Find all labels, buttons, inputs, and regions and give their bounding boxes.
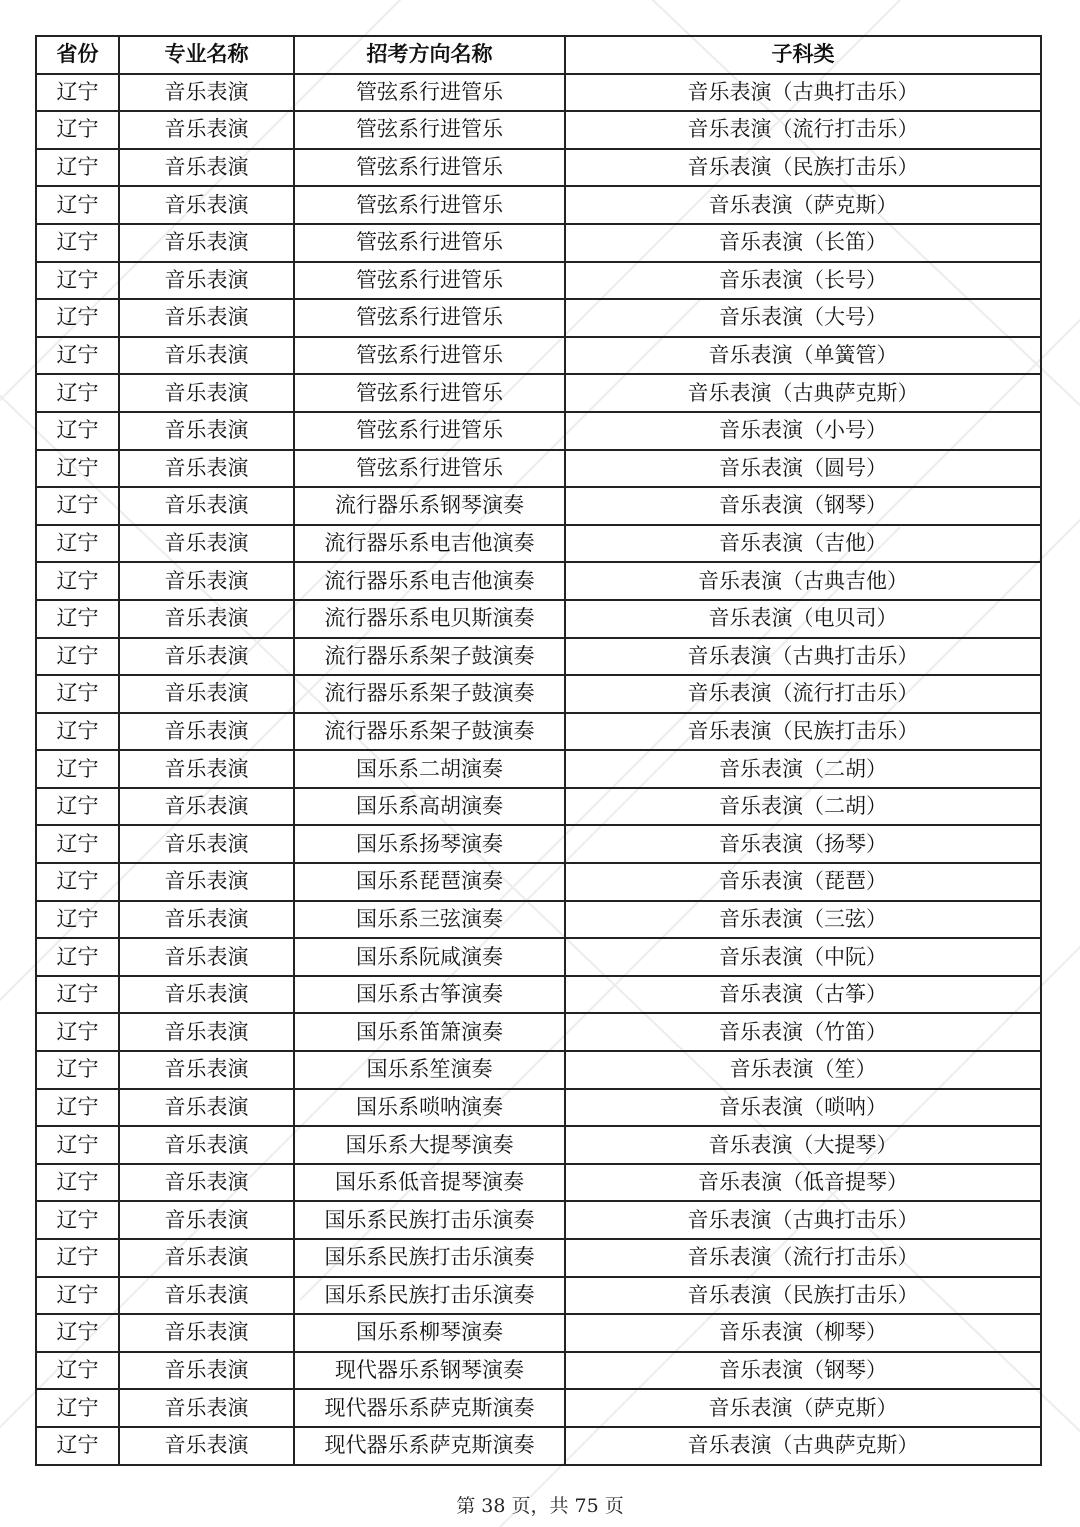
cell-subcategory: 音乐表演（低音提琴） — [565, 1164, 1041, 1202]
cell-province: 辽宁 — [36, 337, 119, 375]
cell-direction: 国乐系唢呐演奏 — [294, 1089, 565, 1127]
cell-major: 音乐表演 — [119, 149, 294, 187]
cell-province: 辽宁 — [36, 262, 119, 300]
cell-major: 音乐表演 — [119, 262, 294, 300]
cell-direction: 国乐系低音提琴演奏 — [294, 1164, 565, 1202]
cell-province: 辽宁 — [36, 1314, 119, 1352]
cell-direction: 国乐系三弦演奏 — [294, 901, 565, 939]
table-row — [36, 224, 1041, 262]
table-row — [36, 1389, 1041, 1427]
cell-subcategory: 音乐表演（萨克斯） — [565, 186, 1041, 224]
cell-subcategory: 音乐表演（柳琴） — [565, 1314, 1041, 1352]
header-province: 省份 — [36, 36, 119, 74]
table-row — [36, 750, 1041, 788]
table-row — [36, 1427, 1041, 1465]
cell-major: 音乐表演 — [119, 1051, 294, 1089]
cell-major: 音乐表演 — [119, 1126, 294, 1164]
header-direction: 招考方向名称 — [294, 36, 565, 74]
cell-subcategory: 音乐表演（古典打击乐） — [565, 1201, 1041, 1239]
table-row — [36, 1013, 1041, 1051]
cell-direction: 管弦系行进管乐 — [294, 412, 565, 450]
cell-subcategory: 音乐表演（古典打击乐） — [565, 638, 1041, 676]
table-row — [36, 901, 1041, 939]
cell-province: 辽宁 — [36, 562, 119, 600]
cell-major: 音乐表演 — [119, 1277, 294, 1315]
cell-direction: 国乐系笛箫演奏 — [294, 1013, 565, 1051]
cell-province: 辽宁 — [36, 487, 119, 525]
header-subcategory: 子科类 — [565, 36, 1041, 74]
cell-direction: 流行器乐系电贝斯演奏 — [294, 600, 565, 638]
cell-major: 音乐表演 — [119, 1427, 294, 1465]
cell-major: 音乐表演 — [119, 1164, 294, 1202]
cell-direction: 国乐系民族打击乐演奏 — [294, 1201, 565, 1239]
cell-province: 辽宁 — [36, 149, 119, 187]
table-row — [36, 186, 1041, 224]
cell-major: 音乐表演 — [119, 224, 294, 262]
cell-direction: 流行器乐系架子鼓演奏 — [294, 713, 565, 751]
cell-major: 音乐表演 — [119, 1352, 294, 1390]
table-row — [36, 487, 1041, 525]
cell-subcategory: 音乐表演（笙） — [565, 1051, 1041, 1089]
cell-province: 辽宁 — [36, 1239, 119, 1277]
table-row — [36, 525, 1041, 563]
cell-province: 辽宁 — [36, 750, 119, 788]
table-row — [36, 600, 1041, 638]
table-row — [36, 1051, 1041, 1089]
cell-subcategory: 音乐表演（小号） — [565, 412, 1041, 450]
cell-major: 音乐表演 — [119, 600, 294, 638]
table-row — [36, 788, 1041, 826]
cell-province: 辽宁 — [36, 788, 119, 826]
table-row — [36, 1352, 1041, 1390]
cell-direction: 国乐系民族打击乐演奏 — [294, 1277, 565, 1315]
table-row — [36, 111, 1041, 149]
cell-direction: 管弦系行进管乐 — [294, 450, 565, 488]
cell-major: 音乐表演 — [119, 1314, 294, 1352]
cell-province: 辽宁 — [36, 863, 119, 901]
cell-major: 音乐表演 — [119, 675, 294, 713]
table-row — [36, 1164, 1041, 1202]
cell-major: 音乐表演 — [119, 1389, 294, 1427]
cell-direction: 现代器乐系钢琴演奏 — [294, 1352, 565, 1390]
cell-subcategory: 音乐表演（钢琴） — [565, 487, 1041, 525]
cell-subcategory: 音乐表演（长笛） — [565, 224, 1041, 262]
cell-major: 音乐表演 — [119, 788, 294, 826]
cell-direction: 国乐系大提琴演奏 — [294, 1126, 565, 1164]
cell-major: 音乐表演 — [119, 1201, 294, 1239]
cell-subcategory: 音乐表演（三弦） — [565, 901, 1041, 939]
table-header-row — [36, 36, 1041, 74]
table-row — [36, 299, 1041, 337]
cell-direction: 国乐系二胡演奏 — [294, 750, 565, 788]
cell-direction: 管弦系行进管乐 — [294, 337, 565, 375]
cell-direction: 流行器乐系架子鼓演奏 — [294, 638, 565, 676]
cell-province: 辽宁 — [36, 1427, 119, 1465]
cell-province: 辽宁 — [36, 1051, 119, 1089]
cell-province: 辽宁 — [36, 976, 119, 1014]
table-row — [36, 149, 1041, 187]
cell-subcategory: 音乐表演（钢琴） — [565, 1352, 1041, 1390]
table-row — [36, 450, 1041, 488]
cell-province: 辽宁 — [36, 938, 119, 976]
cell-direction: 国乐系扬琴演奏 — [294, 825, 565, 863]
cell-province: 辽宁 — [36, 1352, 119, 1390]
cell-major: 音乐表演 — [119, 863, 294, 901]
cell-major: 音乐表演 — [119, 713, 294, 751]
cell-province: 辽宁 — [36, 299, 119, 337]
cell-subcategory: 音乐表演（中阮） — [565, 938, 1041, 976]
cell-subcategory: 音乐表演（萨克斯） — [565, 1389, 1041, 1427]
cell-direction: 管弦系行进管乐 — [294, 74, 565, 112]
cell-direction: 管弦系行进管乐 — [294, 186, 565, 224]
cell-subcategory: 音乐表演（唢呐） — [565, 1089, 1041, 1127]
cell-province: 辽宁 — [36, 1201, 119, 1239]
cell-subcategory: 音乐表演（民族打击乐） — [565, 1277, 1041, 1315]
cell-direction: 国乐系阮咸演奏 — [294, 938, 565, 976]
table-row — [36, 412, 1041, 450]
cell-subcategory: 音乐表演（电贝司） — [565, 600, 1041, 638]
table-row — [36, 1126, 1041, 1164]
cell-subcategory: 音乐表演（单簧管） — [565, 337, 1041, 375]
cell-province: 辽宁 — [36, 1389, 119, 1427]
cell-province: 辽宁 — [36, 1277, 119, 1315]
table-row — [36, 1314, 1041, 1352]
cell-province: 辽宁 — [36, 224, 119, 262]
cell-major: 音乐表演 — [119, 412, 294, 450]
cell-major: 音乐表演 — [119, 901, 294, 939]
cell-subcategory: 音乐表演（民族打击乐） — [565, 713, 1041, 751]
cell-province: 辽宁 — [36, 600, 119, 638]
cell-subcategory: 音乐表演（琵琶） — [565, 863, 1041, 901]
admission-table-container — [35, 35, 1040, 1466]
cell-direction: 管弦系行进管乐 — [294, 111, 565, 149]
cell-subcategory: 音乐表演（古典萨克斯） — [565, 374, 1041, 412]
cell-direction: 管弦系行进管乐 — [294, 224, 565, 262]
cell-province: 辽宁 — [36, 111, 119, 149]
table-row — [36, 713, 1041, 751]
page-number: 第 38 页，共 75 页 — [456, 1495, 624, 1517]
cell-major: 音乐表演 — [119, 976, 294, 1014]
cell-subcategory: 音乐表演（长号） — [565, 262, 1041, 300]
cell-major: 音乐表演 — [119, 1013, 294, 1051]
cell-subcategory: 音乐表演（二胡） — [565, 788, 1041, 826]
cell-major: 音乐表演 — [119, 111, 294, 149]
cell-direction: 管弦系行进管乐 — [294, 299, 565, 337]
table-row — [36, 1239, 1041, 1277]
cell-major: 音乐表演 — [119, 487, 294, 525]
cell-direction: 流行器乐系电吉他演奏 — [294, 525, 565, 563]
table-row — [36, 675, 1041, 713]
cell-direction: 国乐系高胡演奏 — [294, 788, 565, 826]
cell-major: 音乐表演 — [119, 938, 294, 976]
cell-subcategory: 音乐表演（圆号） — [565, 450, 1041, 488]
table-row — [36, 74, 1041, 112]
table-row — [36, 638, 1041, 676]
cell-subcategory: 音乐表演（古典打击乐） — [565, 74, 1041, 112]
table-row — [36, 976, 1041, 1014]
cell-province: 辽宁 — [36, 74, 119, 112]
table-row — [36, 938, 1041, 976]
cell-direction: 现代器乐系萨克斯演奏 — [294, 1389, 565, 1427]
cell-subcategory: 音乐表演（二胡） — [565, 750, 1041, 788]
cell-province: 辽宁 — [36, 412, 119, 450]
cell-direction: 国乐系古筝演奏 — [294, 976, 565, 1014]
cell-direction: 管弦系行进管乐 — [294, 149, 565, 187]
cell-direction: 流行器乐系架子鼓演奏 — [294, 675, 565, 713]
cell-province: 辽宁 — [36, 901, 119, 939]
table-row — [36, 562, 1041, 600]
cell-major: 音乐表演 — [119, 337, 294, 375]
cell-direction: 现代器乐系萨克斯演奏 — [294, 1427, 565, 1465]
cell-province: 辽宁 — [36, 1013, 119, 1051]
cell-major: 音乐表演 — [119, 825, 294, 863]
table-body — [36, 74, 1041, 1465]
cell-province: 辽宁 — [36, 1126, 119, 1164]
table-row — [36, 863, 1041, 901]
cell-direction: 管弦系行进管乐 — [294, 262, 565, 300]
cell-subcategory: 音乐表演（古筝） — [565, 976, 1041, 1014]
cell-subcategory: 音乐表演（吉他） — [565, 525, 1041, 563]
cell-major: 音乐表演 — [119, 562, 294, 600]
cell-direction: 国乐系琵琶演奏 — [294, 863, 565, 901]
cell-direction: 管弦系行进管乐 — [294, 374, 565, 412]
cell-province: 辽宁 — [36, 638, 119, 676]
table-row — [36, 262, 1041, 300]
header-major: 专业名称 — [119, 36, 294, 74]
cell-subcategory: 音乐表演（流行打击乐） — [565, 111, 1041, 149]
cell-direction: 国乐系民族打击乐演奏 — [294, 1239, 565, 1277]
cell-major: 音乐表演 — [119, 638, 294, 676]
cell-province: 辽宁 — [36, 825, 119, 863]
cell-province: 辽宁 — [36, 450, 119, 488]
cell-province: 辽宁 — [36, 1089, 119, 1127]
cell-subcategory: 音乐表演（古典吉他） — [565, 562, 1041, 600]
table-row — [36, 825, 1041, 863]
table-row — [36, 1201, 1041, 1239]
cell-subcategory: 音乐表演（流行打击乐） — [565, 675, 1041, 713]
cell-direction: 国乐系柳琴演奏 — [294, 1314, 565, 1352]
cell-major: 音乐表演 — [119, 186, 294, 224]
table-row — [36, 1089, 1041, 1127]
cell-province: 辽宁 — [36, 525, 119, 563]
cell-direction: 流行器乐系电吉他演奏 — [294, 562, 565, 600]
table-row — [36, 337, 1041, 375]
cell-province: 辽宁 — [36, 713, 119, 751]
cell-subcategory: 音乐表演（大提琴） — [565, 1126, 1041, 1164]
cell-major: 音乐表演 — [119, 1089, 294, 1127]
cell-province: 辽宁 — [36, 374, 119, 412]
table-row — [36, 1277, 1041, 1315]
cell-subcategory: 音乐表演（竹笛） — [565, 1013, 1041, 1051]
cell-major: 音乐表演 — [119, 374, 294, 412]
cell-province: 辽宁 — [36, 1164, 119, 1202]
cell-subcategory: 音乐表演（扬琴） — [565, 825, 1041, 863]
cell-province: 辽宁 — [36, 186, 119, 224]
admission-table — [35, 35, 1042, 1466]
cell-major: 音乐表演 — [119, 450, 294, 488]
cell-province: 辽宁 — [36, 675, 119, 713]
cell-major: 音乐表演 — [119, 525, 294, 563]
cell-major: 音乐表演 — [119, 299, 294, 337]
cell-subcategory: 音乐表演（古典萨克斯） — [565, 1427, 1041, 1465]
table-row — [36, 374, 1041, 412]
cell-subcategory: 音乐表演（大号） — [565, 299, 1041, 337]
cell-direction: 流行器乐系钢琴演奏 — [294, 487, 565, 525]
cell-major: 音乐表演 — [119, 74, 294, 112]
cell-major: 音乐表演 — [119, 750, 294, 788]
cell-direction: 国乐系笙演奏 — [294, 1051, 565, 1089]
cell-subcategory: 音乐表演（流行打击乐） — [565, 1239, 1041, 1277]
cell-major: 音乐表演 — [119, 1239, 294, 1277]
cell-subcategory: 音乐表演（民族打击乐） — [565, 149, 1041, 187]
